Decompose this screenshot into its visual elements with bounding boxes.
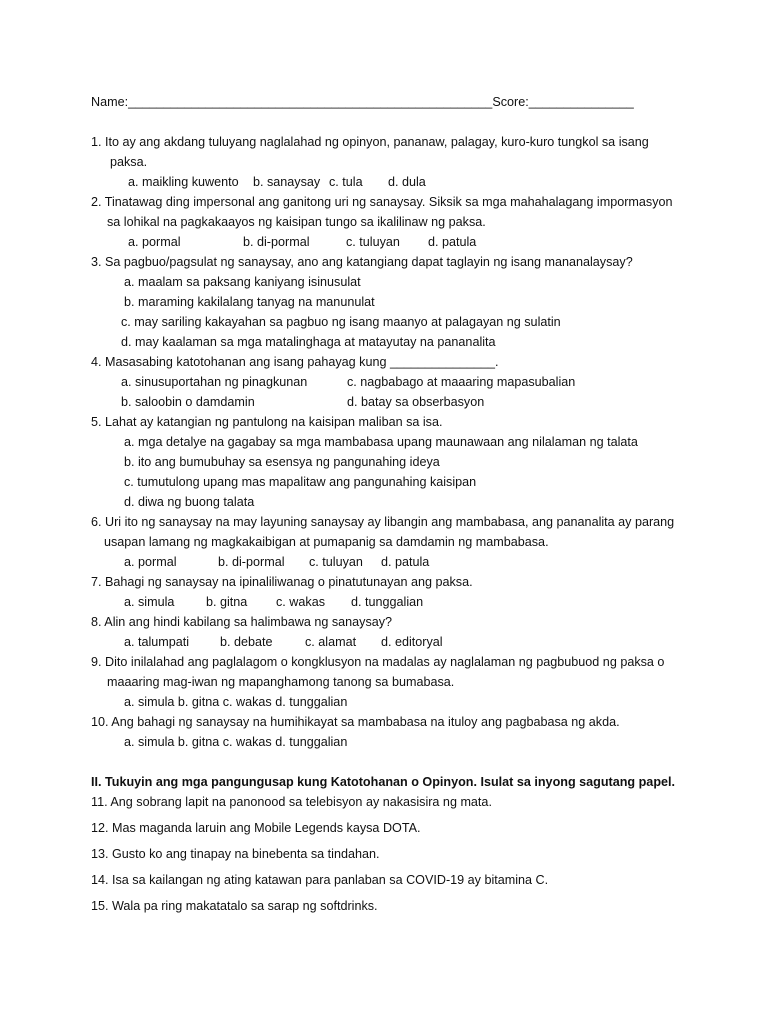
q1-choice-d: d. dula — [388, 175, 426, 189]
q7-choice-b: b. gitna — [206, 595, 248, 609]
name-blank: ____________________________________________________ — [128, 95, 493, 109]
q8-choice-c: c. alamat — [305, 635, 357, 649]
question-9-cont: maaaring mag-iwan ng mapanghamong tanong sa bumabasa. — [107, 675, 455, 689]
question-3: 3. Sa pagbuo/pagsulat ng sanaysay, ano ang katangiang dapat taglayin ng isang mananalaysay? — [91, 255, 633, 269]
part-2-item-13: 13. Gusto ko ang tinapay na binebenta sa tindahan. — [91, 847, 380, 861]
question-4: 4. Masasabing katotohanan ang isang pahayag kung _______________. — [91, 355, 499, 369]
question-1-cont: paksa. — [110, 155, 148, 169]
q3-choice-c: c. may sariling kakayahan sa pagbuo ng isang maanyo at palagayan ng sulatin — [121, 315, 561, 329]
q3-choice-d: d. may kaalaman sa mga matalinghaga at matayutay na pananalita — [121, 335, 496, 349]
question-9: 9. Dito inilalahad ang paglalagom o kongklusyon na madalas ay naglalaman ng pagbubuod ng paksa o — [91, 655, 665, 669]
q8-choice-a: a. talumpati — [124, 635, 190, 649]
part-2-heading: II. Tukuyin ang mga pangungusap kung Katotohanan o Opinyon. Isulat sa inyong sagutang papel. — [91, 775, 676, 789]
question-7: 7. Bahagi ng sanaysay na ipinaliliwanag o pinatutunayan ang paksa. — [91, 575, 473, 589]
q7-choice-d: d. tunggalian — [351, 595, 424, 609]
q5-choice-b: b. ito ang bumubuhay sa esensya ng pangunahing ideya — [124, 455, 440, 469]
q10-choices: a. simula b. gitna c. wakas d. tunggalian — [124, 735, 348, 749]
question-10: 10. Ang bahagi ng sanaysay na humihikayat sa mambabasa na ituloy ang pagbabasa ng akda. — [91, 715, 620, 729]
q5-choice-c: c. tumutulong upang mas mapalitaw ang pangunahing kaisipan — [124, 475, 477, 489]
q2-choice-b: b. di-pormal — [243, 235, 310, 249]
q6-choice-a: a. pormal — [124, 555, 177, 569]
question-5: 5. Lahat ay katangian ng pantulong na kaisipan maliban sa isa. — [91, 415, 443, 429]
q3-choice-a: a. maalam sa paksang kaniyang isinusulat — [124, 275, 361, 289]
q5-choice-d: d. diwa ng buong talata — [124, 495, 255, 509]
question-8: 8. Alin ang hindi kabilang sa halimbawa ng sanaysay? — [91, 615, 393, 629]
q3-choice-b: b. maraming kakilalang tanyag na manunulat — [124, 295, 375, 309]
q4-choice-b: b. saloobin o damdamin — [121, 395, 255, 409]
part-2-item-14: 14. Isa sa kailangan ng ating katawan para panlaban sa COVID-19 ay bitamina C. — [91, 873, 549, 887]
question-6-cont: usapan lamang ng magkakaibigan at pumapanig sa damdamin ng mambabasa. — [104, 535, 549, 549]
question-2-cont: sa lohikal na pagkakaayos ng kaisipan tungo sa ikalilinaw ng paksa. — [107, 215, 486, 229]
q2-choice-c: c. tuluyan — [346, 235, 400, 249]
q7-choice-c: c. wakas — [276, 595, 325, 609]
question-2: 2. Tinatawag ding impersonal ang ganitong uri ng sanaysay. Siksik sa mga mahahalagang impormasyon — [91, 195, 673, 209]
q1-choice-a: a. maikling kuwento — [128, 175, 239, 189]
q6-choice-d: d. patula — [381, 555, 430, 569]
q7-choice-a: a. simula — [124, 595, 175, 609]
score-label: Score: — [492, 95, 529, 109]
question-6: 6. Uri ito ng sanaysay na may layuning sanaysay ay libangin ang mambabasa, ang pananalita ay parang — [91, 515, 675, 529]
q9-choices: a. simula b. gitna c. wakas d. tunggalian — [124, 695, 348, 709]
q8-choice-b: b. debate — [220, 635, 273, 649]
q4-choice-d: d. batay sa obserbasyon — [347, 395, 485, 409]
q4-choice-c: c. nagbabago at maaaring mapasubalian — [347, 375, 576, 389]
q4-choice-a: a. sinusuportahan ng pinagkunan — [121, 375, 308, 389]
q1-choice-b: b. sanaysay — [253, 175, 321, 189]
name-label: Name: — [91, 95, 129, 109]
q6-choice-c: c. tuluyan — [309, 555, 363, 569]
q6-choice-b: b. di-pormal — [218, 555, 285, 569]
q5-choice-a: a. mga detalye na gagabay sa mga mambabasa upang maunawaan ang nilalaman ng talata — [124, 435, 638, 449]
name-score-line — [91, 94, 634, 110]
q2-choice-a: a. pormal — [128, 235, 181, 249]
q1-choice-c: c. tula — [329, 175, 363, 189]
question-1: 1. Ito ay ang akdang tuluyang naglalahad ng opinyon, pananaw, palagay, kuro-kuro tungkol sa isang — [91, 135, 649, 149]
score-blank: _______________ — [528, 95, 634, 109]
part-2-item-15: 15. Wala pa ring makatatalo sa sarap ng softdrinks. — [91, 899, 378, 913]
q2-choice-d: d. patula — [428, 235, 477, 249]
q8-choice-d: d. editoryal — [381, 635, 443, 649]
part-2-item-11: 11. Ang sobrang lapit na panonood sa telebisyon ay nakasisira ng mata. — [91, 795, 492, 809]
part-2-item-12: 12. Mas maganda laruin ang Mobile Legends kaysa DOTA. — [91, 821, 421, 835]
